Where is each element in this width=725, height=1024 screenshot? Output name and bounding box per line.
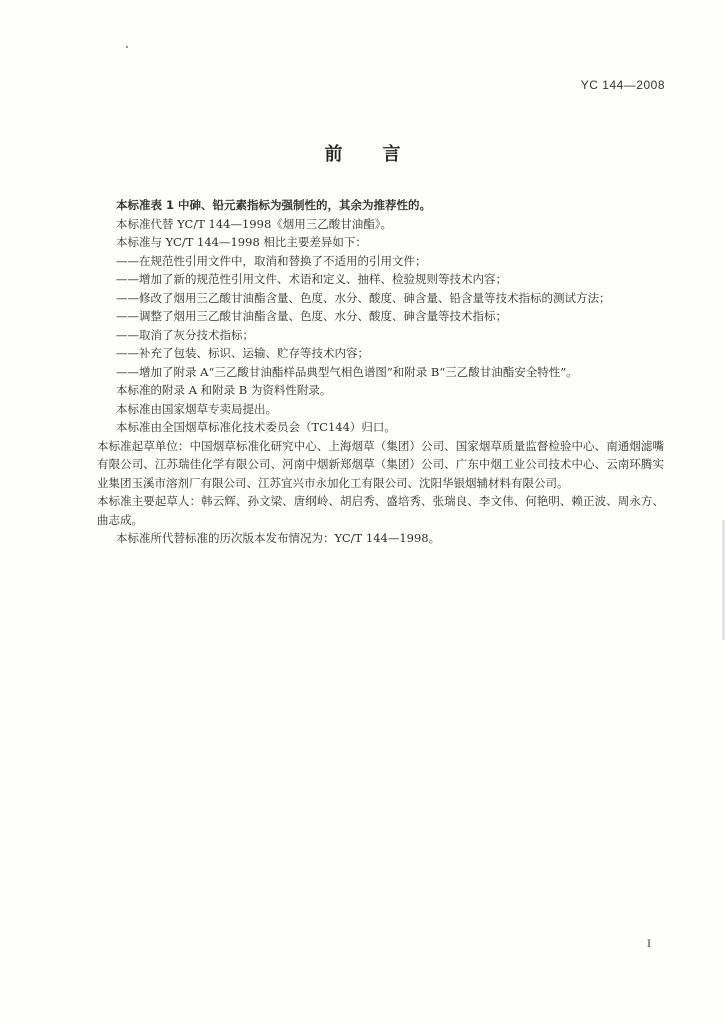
paragraph-differences-intro: 本标准与 YC/T 144—1998 相比主要差异如下： <box>116 235 367 249</box>
difference-item: ——在规范性引用文件中，取消和替换了不适用的引用文件； <box>116 253 427 268</box>
paragraph-appendix-note: 本标准的附录 A 和附录 B 为资料性附录。 <box>116 383 332 397</box>
paragraph-drafters: 本标准主要起草人：韩云辉、孙文梁、唐纲岭、胡启秀、盛培秀、张瑞良、李文伟、何艳明、赖正波、周永方、曲志成。 <box>97 494 664 527</box>
foreword-body <box>97 196 664 548</box>
difference-item: ——修改了烟用三乙酸甘油酯含量、色度、水分、酸度、砷含量、铅含量等技术指标的测试方法； <box>116 290 611 305</box>
page-title: 前言 <box>324 144 441 165</box>
paragraph-proposed-by: 本标准由国家烟草专卖局提出。 <box>116 401 277 416</box>
paragraph-replaces: 本标准代替 YC/T 144—1998《烟用三乙酸甘油酯》。 <box>116 216 393 231</box>
paragraph-drafting-units: 本标准起草单位：中国烟草标准化研究中心、上海烟草（集团）公司、国家烟草质量监督检验中心、南通烟滤嘴有限公司、江苏瑞佳化学有限公司、河南中烟新郑烟草（集团）公司、广东中烟工业公司技术中心、云南环腾实业集团玉溪市溶剂厂有限公司、江苏宜兴市永加化工有限公司、沈阳华银烟辅材料有限公司。 <box>97 438 664 490</box>
difference-item: ——取消了灰分技术指标； <box>116 327 254 342</box>
paragraph-mandatory-note: 本标准表 1 中砷、铅元素指标为强制性的，其余为推荐性的。 <box>116 198 432 212</box>
difference-item: ——调整了烟用三乙酸甘油酯含量、色度、水分、酸度、砷含量等技术指标； <box>116 309 507 323</box>
standard-code: YC 144—2008 <box>580 78 665 92</box>
difference-item: ——增加了新的规范性引用文件、术语和定义、抽样、检验规则等技术内容； <box>116 272 507 286</box>
scan-dot <box>126 46 128 48</box>
difference-item: ——增加了附录 A“三乙酸甘油酯样品典型气相色谱图”和附录 B“三乙酸甘油酯安全特性”。 <box>116 364 578 379</box>
page-number: I <box>647 936 651 950</box>
paragraph-history: 本标准所代替标准的历次版本发布情况为：YC/T 144—1998。 <box>116 531 441 545</box>
paragraph-centralized-by: 本标准由全国烟草标准化技术委员会（TC144）归口。 <box>116 420 396 434</box>
difference-item: ——补充了包装、标识、运输、贮存等技术内容； <box>116 346 369 360</box>
